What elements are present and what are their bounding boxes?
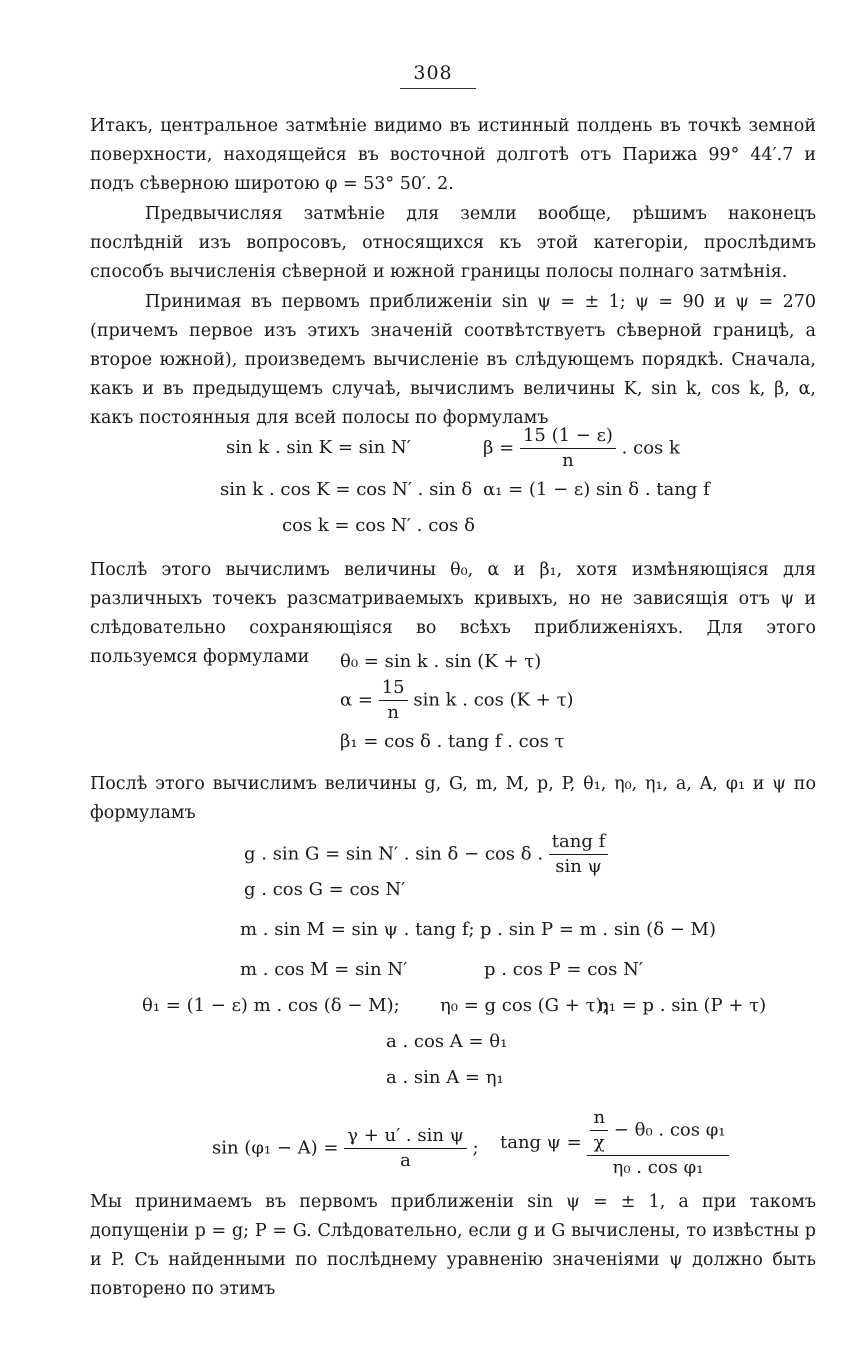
formula-sin-phi1-lhs: sin (φ₁ − A) = <box>212 1137 339 1159</box>
formula-sink-sinK: sin k . sin K = sin N′ <box>226 437 411 458</box>
page-number: 308 <box>413 62 453 84</box>
paragraph-5: Послѣ этого вычислимъ величины g, G, m, M, p, P, θ₁, η₀, η₁, a, A, φ₁ и ψ по формуламъ <box>90 774 816 823</box>
formula-alpha-fraction <box>379 676 408 725</box>
formula-cosk: cos k = cos N′ . cos δ <box>282 515 475 536</box>
formula-m-sinM: m . sin M = sin ψ . tang f; <box>240 919 475 940</box>
paragraph-1: Итакъ, центральное затмѣніе видимо въ истинный полдень въ точкѣ земной поверхности, находящейся въ восточной долготѣ отъ Парижа 99° 44′.7 и подъ сѣверною широтою φ = 53° 50′. 2. <box>90 116 816 194</box>
formula-g-cosG: g . cos G = cos N′ <box>244 879 406 900</box>
formula-a-cosA: a . cos A = θ₁ <box>386 1031 508 1052</box>
formula-beta1: β₁ = cos δ . tang f . cos τ <box>340 731 565 752</box>
formula-sin-phi1-denominator: a <box>400 1150 411 1171</box>
formula-sin-phi1 <box>212 1124 479 1173</box>
formula-tang-psi-inner-denominator: χ <box>593 1132 605 1153</box>
formula-beta-numerator: 15 (1 − ε) <box>520 424 616 449</box>
formula-sin-phi1-fraction <box>344 1124 467 1173</box>
formula-a-sinA: a . sin A = η₁ <box>386 1067 504 1088</box>
page-number-rule <box>400 88 476 89</box>
formula-theta1: θ₁ = (1 − ε) m . cos (δ − M); <box>142 995 400 1016</box>
formula-eta1: η₁ = p . sin (P + τ) <box>598 995 767 1016</box>
formula-p-sinP: p . sin P = m . sin (δ − M) <box>480 919 717 940</box>
formula-beta-lhs: β = <box>483 437 515 459</box>
formula-beta-denominator: n <box>562 450 574 471</box>
formula-g-sinG <box>244 830 608 879</box>
formula-sin-phi1-numerator: γ + u′ . sin ψ <box>344 1124 467 1149</box>
paragraph-2: Предвычисляя затмѣніе для земли вообще, рѣшимъ наконецъ послѣдній изъ вопросовъ, относящихся къ этой категоріи, прослѣдимъ способъ вычисленія сѣверной и южной границы полосы полнаго затмѣнія. <box>90 204 816 282</box>
formula-g-sinG-fraction <box>549 830 608 879</box>
formula-tang-psi-inner-fraction <box>590 1106 608 1155</box>
formula-g-sinG-denominator: sin ψ <box>555 856 602 877</box>
formula-g-sinG-numerator: tang f <box>549 830 608 855</box>
formula-beta <box>483 424 680 473</box>
formula-g-sinG-lhs: g . sin G = sin N′ . sin δ − cos δ . <box>244 843 544 865</box>
formula-theta0: θ₀ = sin k . sin (K + τ) <box>340 651 542 672</box>
formula-sink-cosK: sin k . cos K = cos N′ . sin δ <box>220 479 473 500</box>
formula-m-cosM: m . cos M = sin N′ <box>240 959 408 980</box>
paragraph-4: Послѣ этого вычислимъ величины θ₀, α и β₁, хотя измѣняющіяся для различныхъ точекъ разсматриваемыхъ кривыхъ, но не зависящія отъ ψ и слѣдовательно сохраняющіяся во всѣхъ приближеніяхъ. Для этого пользуемся формулами <box>90 560 816 667</box>
formula-alpha-rhs: sin k . cos (K + τ) <box>413 689 574 711</box>
formula-tang-psi-inner-numerator: n <box>590 1106 608 1131</box>
formula-p-cosP: p . cos P = cos N′ <box>484 959 643 980</box>
formula-beta-fraction <box>520 424 616 473</box>
formula-alpha-numerator: 15 <box>379 676 408 701</box>
formula-tang-psi-denominator: η₀ . cos φ₁ <box>612 1157 704 1178</box>
formula-eta0: η₀ = g cos (G + τ); <box>440 995 609 1016</box>
formula-tang-psi <box>500 1106 729 1180</box>
formula-beta-rhs: . cos k <box>621 437 680 459</box>
formula-tang-psi-numerator-rest: − θ₀ . cos φ₁ <box>613 1119 726 1141</box>
paragraph-3: Принимая въ первомъ приближеніи sin ψ = ± 1; ψ = 90 и ψ = 270 (причемъ первое изъ этихъ значеній соотвѣтствуетъ сѣверной границѣ, а второе южной), произведемъ вычисленіе въ слѣдующемъ порядкѣ. Сначала, какъ и въ предыдущемъ случаѣ, вычислимъ величины K, sin k, cos k, β, α, какъ постоянныя для всей полосы по формуламъ <box>90 292 816 428</box>
formula-tang-psi-fraction <box>587 1106 728 1180</box>
formula-sin-phi1-separator: ; <box>472 1137 479 1159</box>
formula-alpha <box>340 676 574 725</box>
formula-tang-psi-lhs: tang ψ = <box>500 1132 582 1153</box>
formula-alpha-denominator: n <box>387 702 399 723</box>
formula-tang-psi-numerator <box>587 1106 728 1156</box>
formula-alpha-lhs: α = <box>340 689 373 711</box>
formula-alpha1: α₁ = (1 − ε) sin δ . tang f <box>483 479 710 500</box>
paragraph-6: Мы принимаемъ въ первомъ приближеніи sin ψ = ± 1, а при такомъ допущеніи p = g; P = G. Слѣдовательно, если g и G вычислены, то извѣстны p и P. Съ найденными по послѣднему уравненію значеніями ψ должно быть повторено по этимъ <box>90 1192 816 1299</box>
